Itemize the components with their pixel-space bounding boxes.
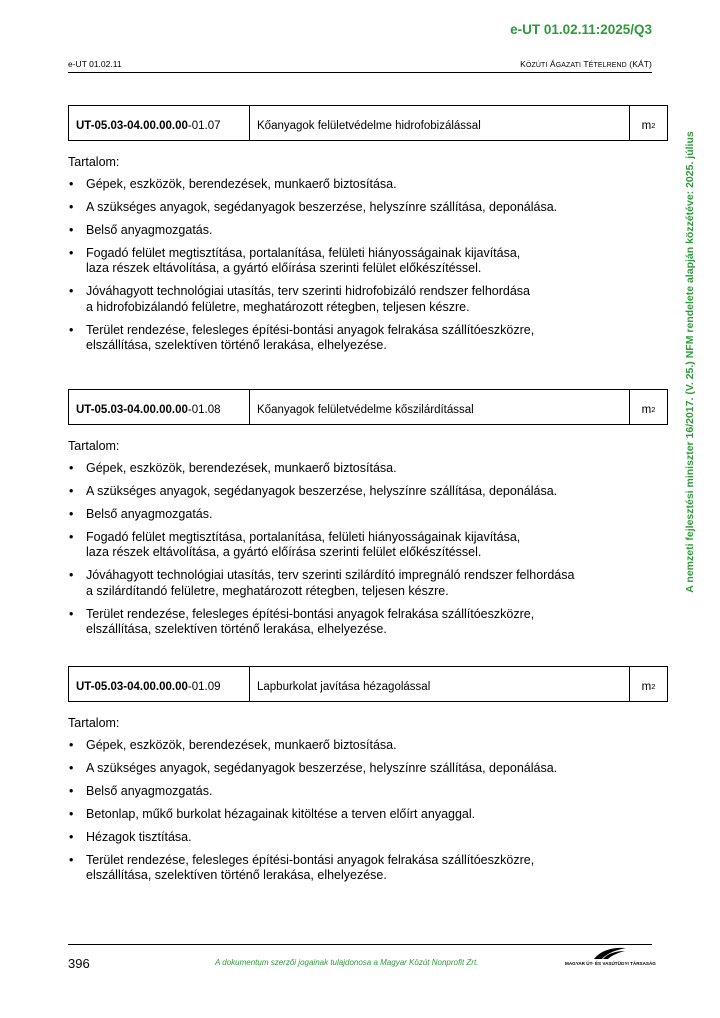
list-item: • A szükséges anyagok, segédanyagok beszerzése, helyszínre szállítása, deponálása.	[68, 484, 668, 500]
item-name: Kőanyagok felületvédelme hidrofobizálással	[250, 106, 630, 140]
work-item-0108	[68, 389, 668, 638]
contents-label: Tartalom:	[68, 439, 120, 453]
item-code: UT-05.03-04.00.00.00 -01.07	[69, 106, 250, 140]
header-left: e-UT 01.02.11	[68, 59, 122, 69]
list-item: • Betonlap, műkő burkolat hézagainak kitöltése a terven előírt anyaggal.	[68, 807, 668, 823]
item-unit: m 2	[641, 681, 656, 693]
list-item: • Hézagok tisztítása.	[68, 830, 668, 846]
list-item: • Belső anyagmozgatás.	[68, 784, 668, 800]
contents-list	[68, 177, 668, 354]
item-name: Lapburkolat javítása hézagolással	[250, 667, 630, 701]
list-item: • Terület rendezése, felesleges építési-bontási anyagok felrakása szállítóeszközre, elszállítása, szelektíven történő lerakása, elhelyezése.	[68, 323, 668, 354]
item-unit: m 2	[641, 120, 656, 132]
copyright-note: A dokumentum szerzői jogainak tulajdonosa a Magyar Közút Nonprofit Zrt.	[215, 958, 479, 967]
item-header-table	[68, 666, 668, 702]
contents-list	[68, 738, 668, 884]
list-item: • A szükséges anyagok, segédanyagok beszerzése, helyszínre szállítása, deponálása.	[68, 200, 668, 216]
work-item-0107	[68, 105, 668, 354]
list-item: • Jóváhagyott technológiai utasítás, terv szerinti hidrofobizáló rendszer felhordása a hidrofobizálandó felületre, meghatározott rétegben, teljesen készre.	[68, 284, 668, 315]
item-header-table	[68, 105, 668, 141]
item-unit: m 2	[641, 404, 656, 416]
list-item: • Gépek, eszközök, berendezések, munkaerő biztosítása.	[68, 177, 668, 193]
list-item: • Gépek, eszközök, berendezések, munkaerő biztosítása.	[68, 738, 668, 754]
item-name: Kőanyagok felületvédelme kőszilárdítással	[250, 390, 630, 424]
list-item: • A szükséges anyagok, segédanyagok beszerzése, helyszínre szállítása, deponálása.	[68, 761, 668, 777]
item-header-table	[68, 389, 668, 425]
item-code: UT-05.03-04.00.00.00 -01.08	[69, 390, 250, 424]
list-item: • Terület rendezése, felesleges építési-bontási anyagok felrakása szállítóeszközre, elszállítása, szelektíven történő lerakása, elhelyezése.	[68, 853, 668, 884]
side-publication-note: A nemzeti fejlesztési miniszter 16/2017. (V. 25.) NFM rendelete alapján közzétéve: 2025. július	[684, 131, 696, 593]
list-item: • Terület rendezése, felesleges építési-bontási anyagok felrakása szállítóeszközre, elszállítása, szelektíven történő lerakása, elhelyezése.	[68, 607, 668, 638]
header-right: KÖZÚTI ÁGAZATI TÉTELREND (KÁT)	[520, 59, 652, 69]
logo-text: MAGYAR ÚT- ÉS VASÚTÜGYI TÁRSASÁG	[565, 961, 656, 966]
list-item: • Belső anyagmozgatás.	[68, 507, 668, 523]
work-item-0109	[68, 666, 668, 884]
list-item: • Belső anyagmozgatás.	[68, 223, 668, 239]
list-item: • Jóváhagyott technológiai utasítás, terv szerinti szilárdító impregnáló rendszer felhordása a szilárdítandó felületre, meghatározott rétegben, teljesen készre.	[68, 568, 668, 599]
page-number: 396	[68, 956, 90, 971]
contents-list	[68, 461, 668, 638]
list-item: • Fogadó felület megtisztítása, portalanítása, felületi hiányosságainak kijavítása, laza részek eltávolítása, a gyártó előírása szerinti felület előkészítéssel.	[68, 246, 668, 277]
list-item: • Fogadó felület megtisztítása, portalanítása, felületi hiányosságainak kijavítása, laza részek eltávolítása, a gyártó előírása szerinti felület előkészítéssel.	[68, 530, 668, 561]
document-id: e-UT 01.02.11:2025/Q3	[510, 22, 652, 37]
contents-label: Tartalom:	[68, 155, 120, 169]
item-code: UT-05.03-04.00.00.00 -01.09	[69, 667, 250, 701]
contents-label: Tartalom:	[68, 716, 120, 730]
list-item: • Gépek, eszközök, berendezések, munkaerő biztosítása.	[68, 461, 668, 477]
road-logo-icon	[593, 946, 627, 961]
header-divider	[68, 72, 652, 73]
association-logo	[565, 946, 656, 970]
footer-divider	[68, 944, 652, 945]
